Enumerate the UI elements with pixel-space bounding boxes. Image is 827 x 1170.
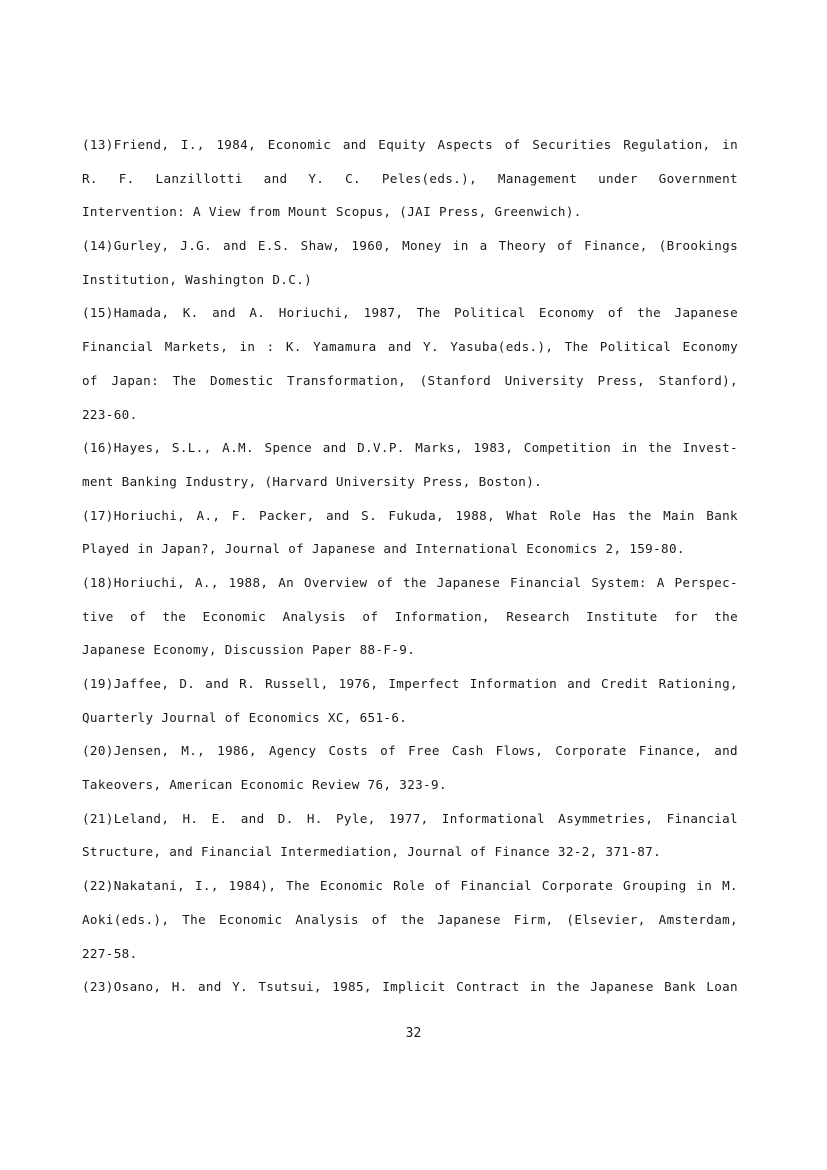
reference-line: Takeovers, American Economic Review 76, 323-9. [82, 777, 447, 793]
reference-line: (23)Osano, H. and Y. Tsutsui, 1985, Implicit Contract in the Japanese Bank Loan [82, 979, 738, 995]
reference-line: Japanese Economy, Discussion Paper 88-F-9. [82, 642, 416, 658]
reference-line: Structure, and Financial Intermediation, Journal of Finance 32-2, 371-87. [82, 844, 662, 860]
reference-line: (14)Gurley, J.G. and E.S. Shaw, 1960, Money in a Theory of Finance, (Brookings [82, 238, 738, 254]
reference-line: (17)Horiuchi, A., F. Packer, and S. Fukuda, 1988, What Role Has the Main Bank [82, 507, 738, 523]
reference-line: Aoki(eds.), The Economic Analysis of the Japanese Firm, (Elsevier, Amsterdam, [82, 911, 738, 927]
reference-line: Intervention: A View from Mount Scopus, (JAI Press, Greenwich). [82, 204, 582, 220]
reference-line: (21)Leland, H. E. and D. H. Pyle, 1977, Informational Asymmetries, Financial [82, 810, 738, 826]
reference-line: R. F. Lanzillotti and Y. C. Peles(eds.), Management under Government [82, 170, 738, 186]
reference-line: tive of the Economic Analysis of Information, Research Institute for the [82, 608, 738, 624]
reference-line: 223-60. [82, 406, 138, 422]
reference-line: (18)Horiuchi, A., 1988, An Overview of the Japanese Financial System: A Perspec- [82, 574, 738, 590]
reference-line: 227-58. [82, 945, 138, 961]
reference-line: (22)Nakatani, I., 1984), The Economic Role of Financial Corporate Grouping in M. [82, 878, 738, 894]
reference-line: (20)Jensen, M., 1986, Agency Costs of Free Cash Flows, Corporate Finance, and [82, 743, 738, 759]
reference-line: (19)Jaffee, D. and R. Russell, 1976, Imperfect Information and Credit Rationing, [82, 676, 738, 691]
reference-line: Institution, Washington D.C.) [82, 271, 313, 287]
reference-line: (13)Friend, I., 1984, Economic and Equity Aspects of Securities Regulation, in [82, 137, 738, 152]
reference-list [82, 132, 738, 1008]
reference-line: Played in Japan?, Journal of Japanese and International Economics 2, 159-80. [82, 541, 685, 557]
reference-line: (15)Hamada, K. and A. Horiuchi, 1987, The Political Economy of the Japanese [82, 305, 738, 321]
page-number: 32 [405, 1026, 422, 1041]
reference-line: Quarterly Journal of Economics XC, 651-6. [82, 709, 408, 725]
reference-line: ment Banking Industry, (Harvard University Press, Boston). [82, 473, 543, 489]
reference-line: (16)Hayes, S.L., A.M. Spence and D.V.P. Marks, 1983, Competition in the Invest- [82, 440, 738, 456]
reference-line: of Japan: The Domestic Transformation, (Stanford University Press, Stanford), [82, 372, 738, 388]
reference-line: Financial Markets, in : K. Yamamura and Y. Yasuba(eds.), The Political Economy [82, 339, 738, 355]
